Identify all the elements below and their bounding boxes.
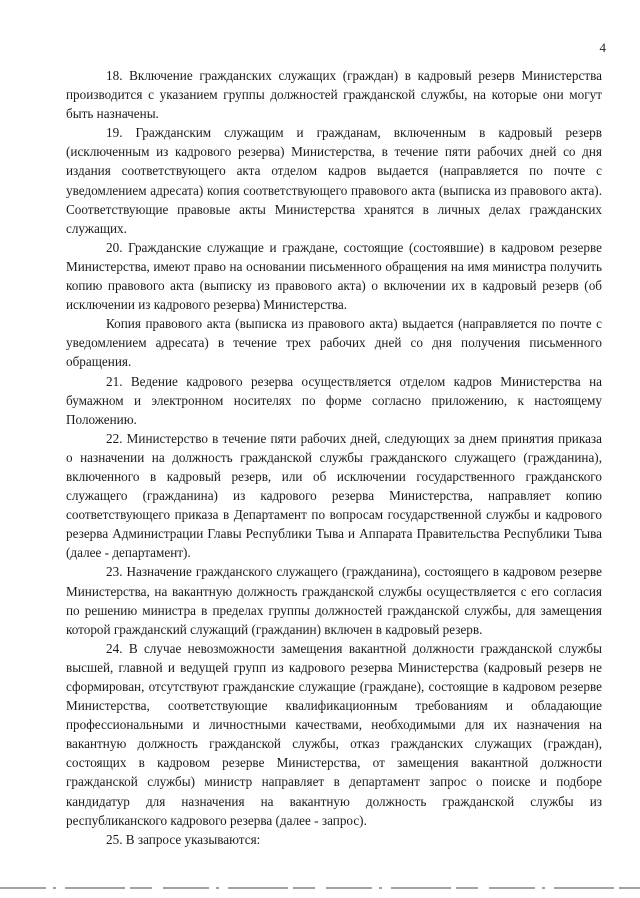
paragraph-18: 18. Включение гражданских служащих (граждан) в кадровый резерв Министерства производится с указанием группы должностей гражданской службы, на которые они могут быть назначены. — [66, 68, 602, 122]
paragraph-25: 25. В запросе указываются: — [106, 831, 261, 847]
paragraph-20-copy: Копия правового акта (выписка из правового акта) выдается (направляется по почте с уведомлением адресата) в течение трех рабочих дней со дня получения письменного обращения. — [66, 316, 602, 370]
paragraph-24: 24. В случае невозможности замещения вакантной должности гражданской службы высшей, главной и ведущей групп из кадрового резерва Министерства (кадровый резерв не сформирован, отсутствуют гражданские служащие (граждане), состоящие в кадровом резерве Министерства, соответствующие квалификационным требованиям и обладающие профессиональными и личностными качествами, необходимыми для их назначения на вакантную должность гражданской службы, отказ гражданских служащих (граждан), состоящих в кадровом резерве Министерства, от замещения вакантной должности гражданской службы) министр направляет в департамент запрос о поиске и подборе кандидатур для назначения на вакантную должность гражданской службы из республиканского кадрового резерва (далее - запрос). — [66, 640, 602, 828]
scan-edge-artifact — [0, 882, 640, 894]
paragraph-20: 20. Гражданские служащие и граждане, состоящие (состоявшие) в кадровом резерве Министерства, имеют право на основании письменного обращения на имя министра получить копию правового акта (выписку из правового акта) о включении их в кадровый резерв (об исключении из кадрового резерва) Министерства. — [66, 239, 602, 313]
paragraph-22: 22. Министерство в течение пяти рабочих дней, следующих за днем принятия приказа о назначении на должность гражданской службы гражданского служащего (гражданина), включенного в кадровый резерв, или об исключении государственного гражданского служащего (гражданина) из кадрового резерва Министерства, направляет копию соответствующего приказа в Департамент по вопросам государственной службы и кадрового резерва Администрации Главы Республики Тыва и Аппарата Правительства Республики Тыва (далее - департамент). — [66, 430, 602, 561]
page-number: 4 — [599, 40, 606, 55]
paragraph-19: 19. Гражданским служащим и гражданам, включенным в кадровый резерв (исключенным из кадрового резерва) Министерства, в течение пяти рабочих дней со дня издания соответствующего акта отделом кадров выдается (направляется по почте с уведомлением адресата) копия соответствующего правового акта (выписка из правового акта). Соответствующие правовые акты Министерства хранятся в личных делах гражданских служащих. — [66, 125, 602, 236]
paragraph-21: 21. Ведение кадрового резерва осуществляется отделом кадров Министерства на бумажном и электронном носителях по форме согласно приложению, к настоящему Положению. — [66, 373, 602, 427]
paragraph-23: 23. Назначение гражданского служащего (гражданина), состоящего в кадровом резерве Министерства, на вакантную должность гражданской службы осуществляется с его согласия по решению министра в пределах группы должностей гражданской службы, для замещения которой гражданский служащий (гражданин) включен в кадровый резерв. — [66, 564, 602, 637]
